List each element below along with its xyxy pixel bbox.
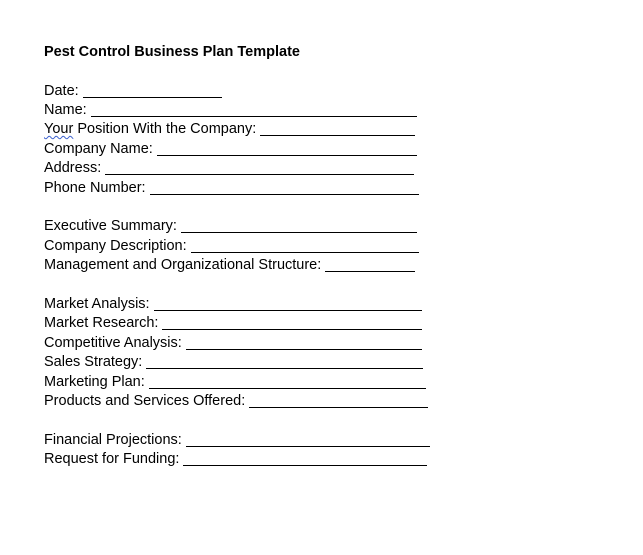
spellcheck-flagged-word: Your (44, 121, 74, 137)
products-services-blank-line[interactable] (249, 407, 428, 408)
market-analysis-label: Market Analysis: (44, 296, 150, 312)
financial-projections-field[interactable] (44, 431, 430, 450)
name-label: Name: (44, 102, 87, 118)
phone-number-blank-line[interactable] (150, 194, 419, 195)
sales-strategy-blank-line[interactable] (146, 368, 423, 369)
competitive-analysis-label: Competitive Analysis: (44, 335, 182, 351)
sales-strategy-label: Sales Strategy: (44, 354, 143, 370)
company-description-field[interactable] (44, 237, 419, 256)
products-services-label: Products and Services Offered: (44, 393, 246, 409)
market-research-label: Market Research: (44, 315, 159, 331)
company-description-label: Company Description: (44, 238, 187, 254)
position-label (44, 121, 256, 139)
date-blank-line[interactable] (83, 97, 222, 98)
marketing-plan-blank-line[interactable] (149, 388, 426, 389)
company-name-label: Company Name: (44, 141, 153, 157)
date-label: Date: (44, 83, 79, 99)
competitive-analysis-field[interactable] (44, 334, 422, 353)
company-name-field[interactable] (44, 140, 417, 159)
management-structure-field[interactable] (44, 256, 415, 275)
phone-number-field[interactable] (44, 179, 419, 198)
management-structure-label: Management and Organizational Structure: (44, 257, 322, 273)
request-funding-field[interactable] (44, 450, 427, 469)
address-label: Address: (44, 160, 102, 176)
company-name-blank-line[interactable] (157, 155, 417, 156)
phone-number-label: Phone Number: (44, 180, 146, 196)
market-research-field[interactable] (44, 314, 422, 333)
address-blank-line[interactable] (105, 174, 414, 175)
marketing-plan-label: Marketing Plan: (44, 374, 145, 390)
address-field[interactable] (44, 159, 414, 178)
date-field[interactable] (44, 82, 222, 101)
company-description-blank-line[interactable] (191, 252, 419, 253)
management-structure-blank-line[interactable] (325, 271, 415, 272)
request-funding-label: Request for Funding: (44, 451, 180, 467)
competitive-analysis-blank-line[interactable] (186, 349, 422, 350)
executive-summary-blank-line[interactable] (181, 232, 417, 233)
document-title: Pest Control Business Plan Template (44, 44, 300, 60)
name-blank-line[interactable] (91, 116, 417, 117)
name-field[interactable] (44, 101, 417, 120)
market-research-blank-line[interactable] (162, 329, 422, 330)
request-funding-blank-line[interactable] (183, 465, 427, 466)
products-services-field[interactable] (44, 392, 428, 411)
sales-strategy-field[interactable] (44, 353, 423, 372)
executive-summary-label: Executive Summary: (44, 218, 177, 234)
marketing-plan-field[interactable] (44, 373, 426, 392)
market-analysis-blank-line[interactable] (154, 310, 422, 311)
financial-projections-blank-line[interactable] (186, 446, 430, 447)
financial-projections-label: Financial Projections: (44, 432, 182, 448)
position-blank-line[interactable] (260, 135, 415, 136)
executive-summary-field[interactable] (44, 217, 417, 236)
position-field[interactable] (44, 120, 415, 139)
position-label-text: Position With the Company: (73, 121, 257, 137)
market-analysis-field[interactable] (44, 295, 422, 314)
